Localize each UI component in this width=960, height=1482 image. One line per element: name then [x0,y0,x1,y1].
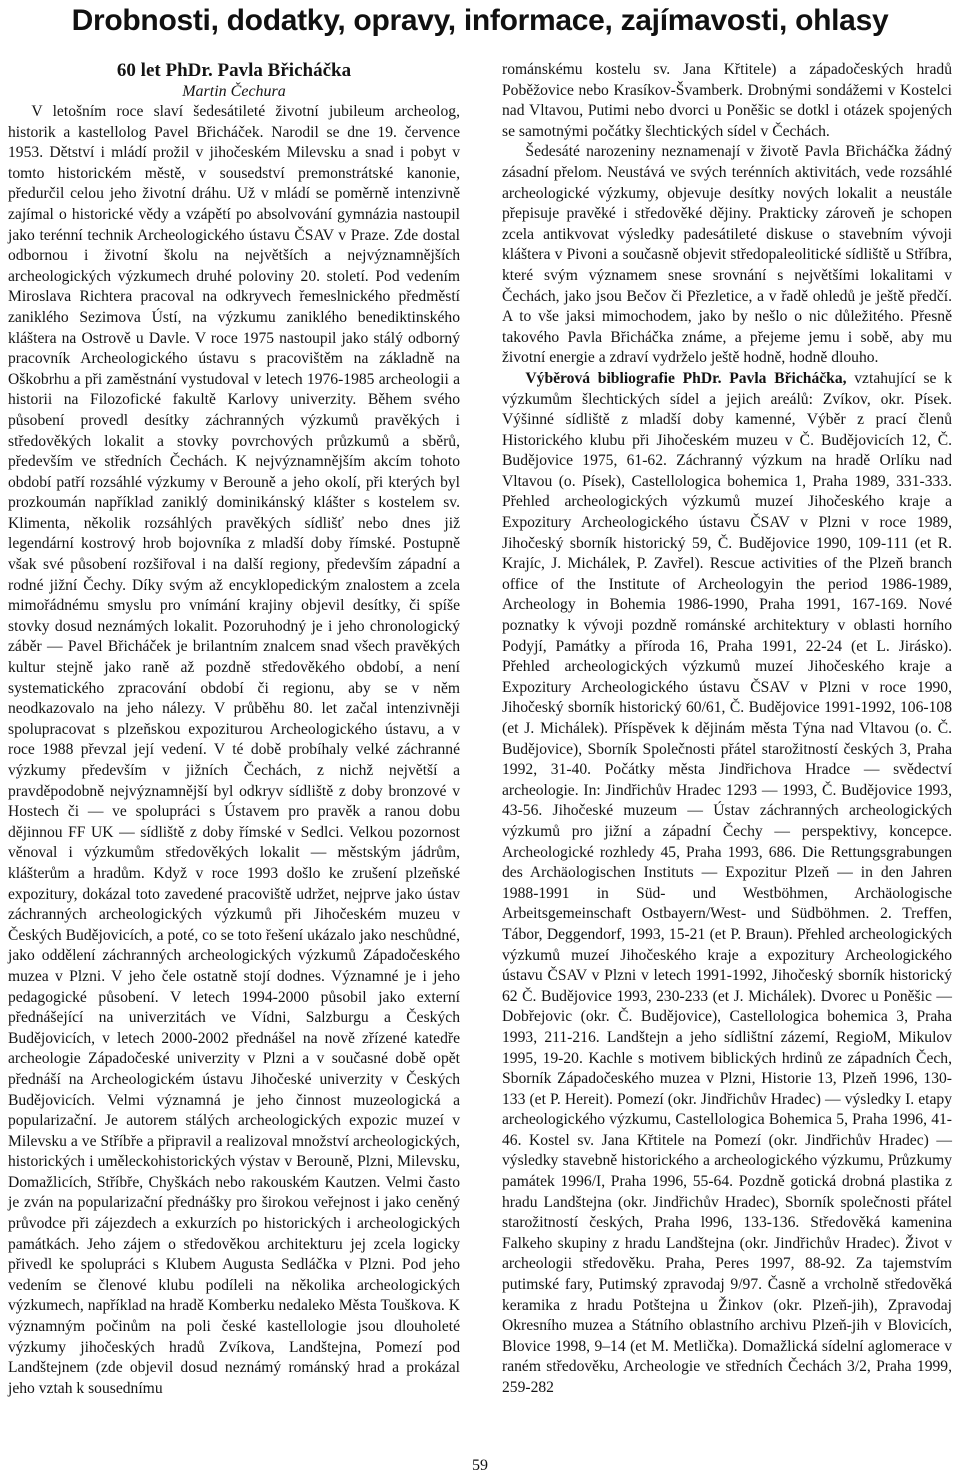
right-column [502,60,952,1399]
article-body-right-paragraph: Šedesáté narozeniny neznamenají v životě Pavla Břicháčka žádný zásadní přelom. Neustává ve svých terénních aktivitách, vede rozsáhlé archeologické výzkumy, objevuje desítky nových lokalit a neustále přepisuje pravěké i středověké dějiny. Prakticky zároveň je schopen zcela antikvovat výsledky padesátileté diskuse o stavebním vývoji kláštera v Pivoni a současně objevit středopaleolitické sídliště u Stříbra, které svým významem snese srovnání s největšími lokalitami v Čechách, jako jsou Bečov či Přezletice, a v řadě ohledů je ještě předčí. A to vše jaksi mimochodem, jako by nešlo o nic důležitého. Přesně takového Pavla Břicháčka známe, a přejeme jemu i sobě, aby mu životní energie a zdraví vydrželo ještě hodně, hodně dlouho. [502,143,952,367]
bibliography [502,369,952,1399]
bibliography-text: vztahující se k výzkumům šlechtických sídel a jejich areálů: Zvíkov, okr. Písek. Výšinné sídliště z mladší doby kamenné, Výběr z prací členů Historického klubu při Jihočeském muzeu v Č. Budějovicích 12, Č. Budějovice 1975, 61-62. Záchranný výzkum na hradě Orlíku nad Vltavou (o. Písek), Castellologica bohemica 1, Praha 1989, 331-333. Přehled archeologických výzkumů muzeí Jihočeského kraje a Expozitury Archeologického ústavu ČSAV v Plzni v roce 1989, Jihočeský sborník historický 59, Č. Budějovice 1990, 109-111 (et R. Krajíc, J. Michálek, P. Zavřel). Rescue activities of the Plzeň branch office of the Institute of Archeologyin the period 1986-1989, Archeology in Bohemia 1986-1990, Praha 1991, 167-169. Nové poznatky k vývoji pozdně románské architektury v oblasti horního Podyjí, Památky a příroda 16, Praha 1991, 22-24 (et L. Jirásko). Přehled archeologických výzkumů muzeí Jihočeského kraje a Expozitury Archeologického ústavu ČSAV v Plzni v roce 1990, Jihočeský sborník historický 60/61, Č. Budějovice 1991-1992, 106-108 (et J. Michálek). Příspěvek k dějinám města Týna nad Vltavou (o. Č. Budějovice), Sborník Společnosti přátel starožitností českých 3, Praha 1992, 31-40. Počátky města Jindřichova Hradce — svědectví archeologie. In: Jindřichův Hradec 1293 — 1993, Č. Budějovice 1993, 43-56. Jihočeské muzeum — Ústav záchranných archeologických výzkumů pro jižní a západní Čechy — perspektivy, koncepce. Archeologické rozhledy 45, Praha 1993, 686. Die Rettungsgrabungen des Archäologischen Instituts — Expozitur Plzeň — in den Jahren 1988-1991 in Süd- und Westböhmen, Archäologische Arbeitsgemeinschaft Ostbayern/West- und Südböhmen. 2. Treffen, Tábor, Deggendorf, 1993, 15-21 (et P. Braun). Přehled archeologických výzkumů muzeí Jihočeského kraje a expozitury Archeologického ústavu ČSAV v Plzni v letech 1991-1992, Jihočeský sborník historický 62 Č. Budějovice 1993, 230-233 (et J. Michálek). Dvorec u Poněšic — Dobřejovic (okr. Č. Budějovice), Castellologica bohemica 3, Praha 1993, 211-216. Landštejn a jeho sídlištní zázemí, RegioM, Mikulov 1995, 19-20. Kachle s motivem biblických hrdinů ze západních Čech, Sborník Západočeského muzea v Plzni, Historie 13, Plzeň 1996, 130-133 (et P. Hereit). Pomezí (okr. Jindřichův Hradec) — výsledky I. etapy archeologického výzkumu, Castellologica Bohemica 5, Praha 1996, 41-46. Kostel sv. Jana Křtitele na Pomezí (okr. Jindřichův Hradec) — výsledky stavebně historického a archeologického výzkumu, Průzkumy památek 1996/I, Praha 1996, 55-64. Pozdně gotická drobná plastika z hradu Landštejna (okr. Jindřichův Hradec), Sborník společnosti přátel starožitností českých, Praha l996, 133-136. Středověká kamenina Falkeho skupiny z hradu Landštejna (okr. Jindřichův Hradec). Život v archeologii středověku. Praha, Peres 1997, 88-92. Za tajemstvím putimské fary, Putimský zpravodaj 9/97. Časně a vrcholně středověká keramika z hradu Potštejna u Žinkov (okr. Plzeň-jih), Zpravodaj Okresního muzea a Státního oblastního archivu Plzeň-jih v Blovicích, Blovice 1998, 9–14 (et M. Metlička). Domažlická sídelní aglomerace v raném středověku, Archeologie ve středních Čechách 3/2, Praha 1999, 259-282 [502,369,952,1396]
article-body-right-continuation: románskému kostelu sv. Jana Křtitele) a západočeských hradů Poběžovice nebo Krasíkov-Švamberk. Drobnými sondážemi v Kostelci nad Vltavou, Putimi nebo dvorci u Poněšic se dotkl i otázek spojených se samotnými počátky šlechtických sídel v Čechách. [502,61,952,140]
article-author: Martin Čechura [182,83,286,100]
bibliography-heading: Výběrová bibliografie PhDr. Pavla Břicháčka, [525,369,847,387]
article-body-left: V letošním roce slaví šedesátileté životní jubileum archeolog, historik a kastellolog Pavel Břicháček. Narodil se dne 19. července 1953. Dětství i mládí prožil v jihočeském Milevsku a snad i pobyt v tomto historickém městě, v sousedství premonstrátské kanonie, předurčil celou jeho životní dráhu. Už v mládí se poměrně intenzivně zajímal o historické vědy a vzápětí po absolvování gymnázia nastoupil jako terénní technik Archeologického ústavu ČSAV v Praze. Zde dostal odbornou i životní školu na největších a nejvýznamnějších archeologických výzkumech druhé poloviny 20. století. Pod vedením Miroslava Richtera pracoval na odkryvech řemeslnického předměstí zaniklého Sezimova Ústí, na výzkumu zaniklého benediktinského kláštera na Ostrově u Davle. V roce 1975 nastoupil jako stálý odborný pracovník Archeologického ústavu s pracovištěm na základně na Oškobrhu a při zaměstnání vystudoval v letech 1976-1985 archeologii a historii na Filozofické fakultě Karlovy univerzity. Během svého působení provedl desítky záchranných výzkumů pravěkých i středověkých lokalit a stovky povrchových průzkumů a sběrů, především ve středních Čechách. K nejvýznamnějším akcím tohoto období patří rozsáhlé výzkumy v Berouně a jeho okolí, při kterých byl prozkoumán například zaniklý dominikánský klášter s kostelem sv. Klimenta, několik rozsáhlých pravěkých sídlišť nebo dnes již legendární kostrový hrob bojovníka z mladší doby římské. Postupně však své působení rozšiřoval i na další regiony, především západní a rodné jižní Čechy. Díky svým až encyklopedickým znalostem a zcela mimořádnému smyslu pro vnímání krajiny objevil desítky, či spíše stovky dosud neznámých lokalit. Pozoruhodný je i jeho chronologický záběr — Pavel Břicháček je brilantním znalcem snad všech pravěkých kultur stejně jako raně až pozdně středověkého období, a není systematického zpracování období či regionu, aby se v něm neodkazovalo na jeho nálezy. V průběhu 80. let začal intenzivněji spolupracovat s plzeňskou expoziturou Archeologického ústavu, a v roce 1988 převzal její vedení. V té době probíhaly velké záchranné výzkumy především v jižních Čechách, z nichž největší a pravděpodobně nejvýznamnější byl odkryv sídliště z doby bronzové v Hostech či — ve spolupráci s Ústavem pro pravěk a ranou dobu dějinnou FF UK — sídliště z doby římské v Sedlci. Velkou pozornost věnoval i výzkumům středověkých lokalit — městským jádrům, klášterům a hradům. Když v roce 1993 došlo ke zrušení plzeňské expozitury, dokázal toto zavedené pracoviště udržet, nejprve jako ústav záchranných archeologických výzkumů při Jihočeském muzeu v Českých Budějovicích, a poté, co se toto řešení ukázalo jako neschůdné, jako oddělení záchranných archeologických výzkumů Západočeského muzea v Plzni. V jeho čele ostatně stojí dodnes. Významné je i jeho pedagogické působení. V letech 1994-2000 působil jako externí přednášející na univerzitách ve Vídni, Salzburgu a Českých Budějovicích, v letech 2000-2002 přednášel na nově zřízené katedře archeologie Západočeské univerzity v Plzni a v současné době opět přednáší na Archeologickém ústavu Jihočeské univerzity v Českých Budějovicích. Velmi významná je jeho činnost muzeologická a popularizační. Je autorem stálých archeologických expozic muzeí v Milevsku a ve Stříbře a připravil a realizoval množství archeologických, historických i uměleckohistorických výstav v Berouně, Plzni, Milevsku, Domažlicích, Stříbře, Chyškách nebo rakouském Kautzen. Velmi často je zván na popularizační přednášky pro širokou veřejnost i jako ceněný průvodce při zájezdech a exkurzích po historických i archeologických památkách. Jeho zájem o středověkou architekturu jej zcela logicky přivedl ke spolupráci s Klubem Augusta Sedláčka v Plzni. Pod jeho vedením se členové klubu podíleli na několika archeologických výzkumech, například na hradě Komberku nedaleko Města Touškova. K významným počinům na poli české kastellologie jsou dlouholeté výzkumy jihočeských hradů Zvíkova, Landštejna, Pomezí pod Landštejnem (zde objevil dosud neznámý románský hrad a prokázal jeho vztah k sousednímu [8,103,460,1397]
page-number: 59 [472,1457,488,1474]
article-title: 60 let PhDr. Pavla Břicháčka [116,60,352,81]
left-column [8,60,460,1399]
page-title: Drobnosti, dodatky, opravy, informace, zajímavosti, ohlasy [71,4,889,37]
